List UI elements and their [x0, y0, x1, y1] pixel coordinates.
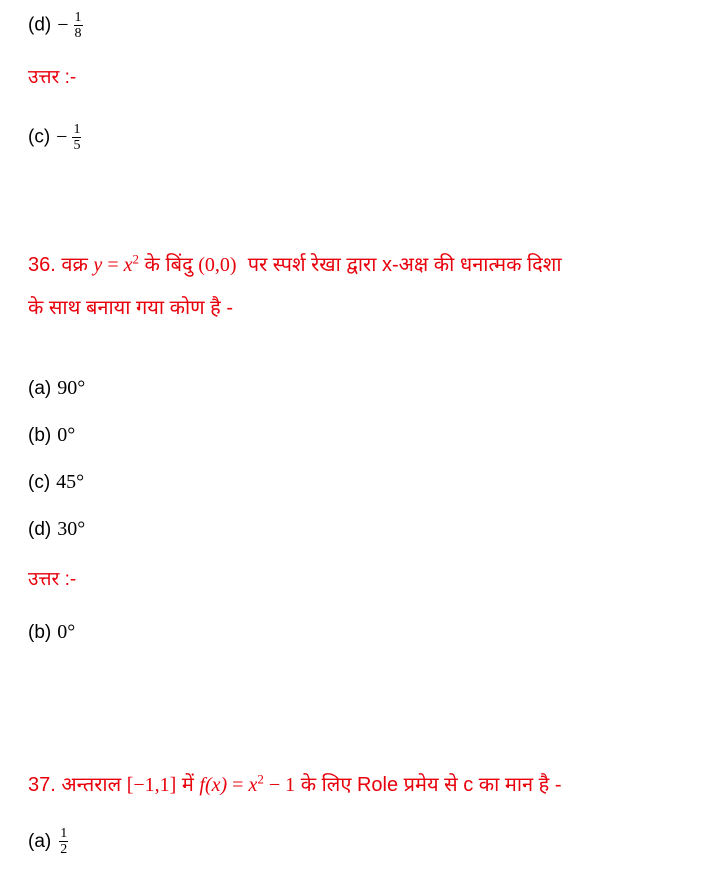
option-a: (a) 90°	[28, 377, 86, 399]
question-36-line2: के साथ बनाया गया कोण है -	[28, 297, 233, 319]
question-36-line1	[28, 253, 562, 277]
answer-36: (b) 0°	[28, 621, 76, 643]
fraction: $\frac{1}{2}$	[60, 826, 68, 857]
minus-sign: −	[56, 125, 68, 148]
option-c: (c) 45°	[28, 471, 85, 493]
question-text: के लिए Role प्रमेय से c का मान है -	[300, 774, 562, 796]
question-number: 36.	[28, 254, 56, 276]
interval: [−1,1]	[126, 774, 177, 796]
question-text: में	[181, 774, 194, 796]
option-d: (d) 30°	[28, 518, 86, 540]
minus-sign: −	[57, 13, 69, 36]
option-label: (c)	[28, 126, 51, 148]
option-a-37	[28, 826, 68, 857]
equation: $y = x^2$	[93, 251, 139, 276]
fraction: $\frac{1}{5}$	[73, 122, 81, 153]
question-text: वक्र	[61, 254, 88, 276]
point: (0,0)	[198, 254, 237, 276]
question-number: 37.	[28, 774, 56, 796]
option-label: (a)	[28, 830, 52, 852]
question-text: अन्तराल	[61, 774, 122, 796]
question-text: के बिंदु	[144, 254, 193, 276]
option-b: (b) 0°	[28, 424, 76, 446]
option-d-prev	[28, 10, 83, 41]
answer-label-prev: उत्तर :-	[28, 67, 77, 88]
fraction: $\frac{1}{8}$	[74, 10, 82, 41]
question-37-line1	[28, 773, 562, 797]
question-text: पर स्पर्श रेखा द्वारा x-अक्ष की धनात्मक दिशा	[247, 254, 562, 276]
option-label: (d)	[28, 14, 52, 36]
answer-prev	[28, 122, 81, 153]
answer-label-36: उत्तर :-	[28, 569, 77, 590]
equation: $f(x) = x^2 - 1$	[199, 771, 296, 796]
